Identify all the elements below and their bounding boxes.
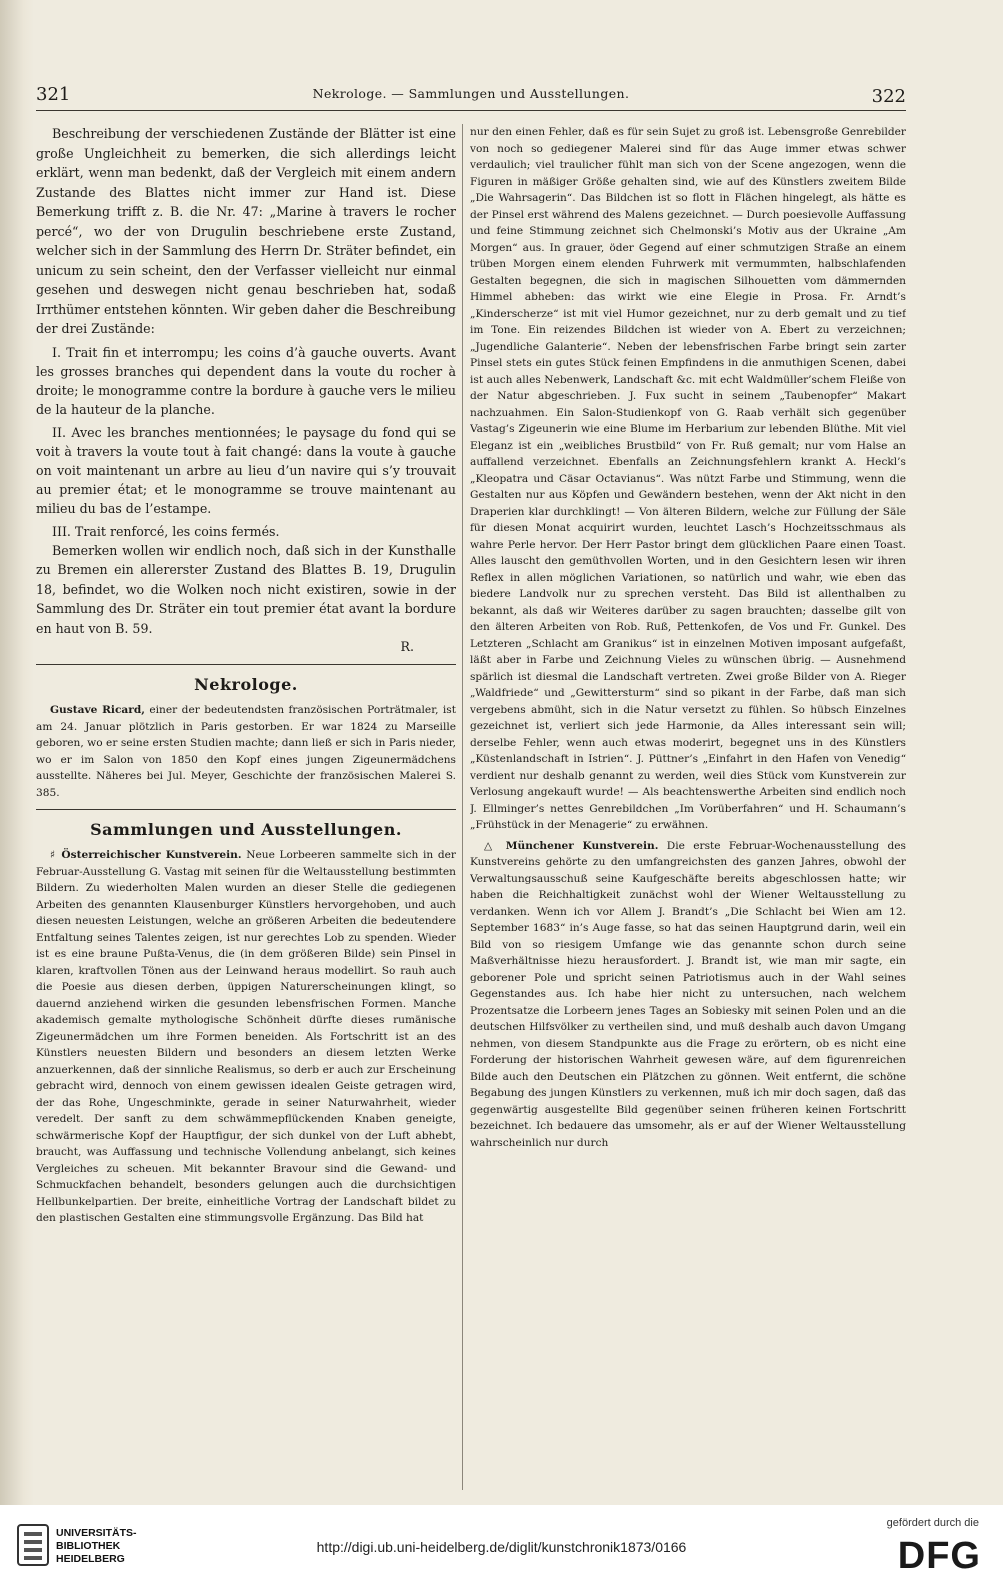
- funded-by-label: gefördert durch die: [886, 1517, 979, 1529]
- section-rule: [36, 664, 456, 665]
- article-text: Neue Lorbeeren sammelte sich in der Februar-Ausstellung G. Vastag mit seinen für die Weltausstellung bestimmten Bildern. Zu wiederholten Malen wurden an dieser Stelle die gediegenen Arbeiten des genannten Klausenburger Künstlers hervorgehoben, und auch diesen neuesten Leistungen, welche an größeren Arbeiten die bedeutendere Entfaltung seines Talentes zeigen, ist nur gerechtes Lob zu spenden. Wieder ist es eine braune Pußta-Venus, die (in dem größeren Bilde) sein Pinsel in klaren, kraftvollen Tönen aus der Leinwand heraus modellirt. So rauh auch die Poesie aus diesen derben, üppigen Naturerscheinungen klingt, so dauernd anziehend wirken die gesunden lebensfrischen Formen. Manche akademisch gemalte mythologische Schönheit dürfte dieses rumänische Zigeunermädchen um ihre Formen beneiden. Als Fortschritt ist an des Künstlers neuesten Bildern und besonders an diesem letzten Werke anzuerkennen, daß der sinnliche Realismus, so derb er auch zur Erscheinung gebracht wird, dennoch von einem gewissen idealen Geiste getragen wird, der das Rohe, Ungeschminkte, gerade in seiner Naturwahrheit, wieder veredelt. Der sanft zu dem schwämmepflückenden Knaben geneigte, schwärmerische Kopf der Hauptfigur, der sich dunkel von der Luft abhebt, braucht, was Auffassung und technische Vollendung anbelangt, sich keines Vergleiches zu scheuen. Mit bekannter Bravour sind die Gewand- und Schmuckfachen behandelt, besonders gelungen auch die durchsichtigen Hellbunkelpartien. Der breite, einheitliche Vortrag der Landschaft bildet zu den plastischen Gestalten eine stimmungsvolle Ergänzung. Das Bild hat: [36, 849, 456, 1224]
- source-url[interactable]: http://digi.ub.uni-heidelberg.de/diglit/kunstchronik1873/0166: [316, 1539, 687, 1555]
- article-lead: △ Münchener Kunstverein.: [484, 839, 659, 852]
- library-line: UNIVERSITÄTS-: [56, 1527, 137, 1539]
- article-oesterreich: [36, 847, 456, 1227]
- binding-shadow: [0, 0, 34, 1505]
- dfg-logo: DFG: [897, 1535, 981, 1577]
- obituary-ricard: [36, 702, 456, 801]
- paragraph-closing: Bemerken wollen wir endlich noch, daß sich in der Kunsthalle zu Bremen ein allererster Zustand des Blattes B. 19, Drugulin 18, befindet, wo die Wolken noch nicht existiren, sowie in der Sammlung des Dr. Sträter ein tout premier état avant la bordure en haut von B. 59.: [36, 542, 456, 636]
- obituary-text: einer der bedeutendsten französischen Porträtmaler, ist am 24. Januar plötzlich in Paris gestorben. Er war 1824 zu Marseille geboren, wo er seine ersten Studien machte; dann ließ er sich in Paris nieder, wo er im Salon von 1850 den Kopf eines jungen Zigeunermädchens ausstellte. Näheres bei Jul. Meyer, Geschichte der französischen Malerei S. 385.: [36, 704, 456, 799]
- article-lead: ♯ Österreichischer Kunstverein.: [50, 849, 242, 861]
- page-number-left: 321: [36, 84, 71, 105]
- running-title: Nekrologe. — Sammlungen und Ausstellungen.: [312, 86, 630, 101]
- obituary-name: Gustave Ricard,: [50, 704, 145, 716]
- library-line: HEIDELBERG: [56, 1553, 125, 1565]
- state-two: II. Avec les branches mentionnées; le paysage du fond qui se voit à travers la voute tout à fait changé: dans la voute à gauche on voit maintenant un arbre au lieu d’un navire qui s’y trouvait au premier état; et le monogramme se trouve maintenant au milieu du bas de l’estampe.: [36, 424, 456, 516]
- page-header: [36, 84, 906, 106]
- state-one: I. Trait fin et interrompu; les coins d’à gauche ouverts. Avant les grosses branches qui dependent dans la voute du rocher à droite; le monogramme contre la bordure à gauche vers le milieu de la hauteur de la planche.: [36, 344, 456, 417]
- sammlungen-heading: Sammlungen und Ausstellungen.: [90, 820, 402, 839]
- column-separator: [462, 124, 463, 1490]
- header-rule: [36, 110, 906, 111]
- author-signature: R.: [400, 639, 414, 654]
- state-three: III. Trait renforcé, les coins fermés.: [52, 523, 280, 539]
- left-column: [36, 124, 456, 1494]
- footer-bar: [0, 1505, 1003, 1591]
- article-muenchen: [470, 838, 906, 1152]
- section-rule: [36, 809, 456, 810]
- article-continuation: nur den einen Fehler, daß es für sein Sujet zu groß ist. Lebensgroße Genrebilder von noch so gediegener Malerei sind für das Auge immer etwas schwer verdaulich; viel traulicher fühlt man sich von der Scene angezogen, wenn die Figuren in mäßiger Größe gehalten sind, wie auf des Künstlers zweitem Bilde „Die Wahrsagerin“. Das Bildchen ist so flott in Flächen hingelegt, als hätte es der Pinsel erst während des Malens gezeichnet. — Durch poesievolle Auffassung und feine Stimmung zeichnet sich Chelmonski’s Motiv aus der Ukraine „Am Morgen“ aus. In grauer, öder Gegend auf einer schmutzigen Straße an einem trüben Morgen einem elenden Fuhrwerk mit vermummten, halbschlafenden Gestalten begegnen, die sich in magischen Silhouetten vom dämmernden Himmel abheben: das wirkt wie eine Elegie in Prosa. Fr. Arndt’s „Kinderscherze“ ist mit viel Humor gezeichnet, nur zu derb gemalt und zu tief im Tone. Ein reizendes Bildchen ist wieder von A. Ebert zu verzeichnen; „Jugendliche Galanterie“. Neben der lebensfrischen Farbe bringt sein zarter Pinsel stets ein gutes Stück feinen Empfindens in die anmuthigen Scenen, dabei ist auch alles Nebenwerk, Landschaft &c. mit echt Waldmüller’schem Fleiße von der Natur abgeschrieben. J. Fux sucht in seinem „Taubenopfer“ Makart nachzuahmen. Ein Salon-Studienkopf von G. Raab verhält sich gegenüber Vastag’s Zigeunerin wie eine Blume im Herbarium zur lebenden Blüthe. Mit viel Eleganz ist ein „weibliches Brustbild“ von Fr. Ruß gemalt; nur vom Halse an auffallend verzeichnet. Ebenfalls an Zeichnungsfehlern krankt A. Heckl’s „Kleopatra und Cäsar Octavianus“. Was nützt Farbe und Stimmung, wenn die Gestalten nur aus Köpfen und Gewändern bestehen, wenn der Akt nicht in den Draperien klar durchklingt! — Von älteren Bildern, welche zur Füllung der Säle für diesen Monat acquirirt wurden, leuchtet Lasch’s Hochzeitsschmaus als wahre Perle hervor. Der Herr Pastor bringt dem glücklichen Paare einen Toast. Alles lauscht den gemüthvollen Worten, und in den Gesichtern lesen wir ihren Reflex in allen möglichen Variationen, so natürlich und wahr, wie eben das biedere Landvolk nur zu sprechen versteht. Das Bild ist allenthalben zu bekannt, als daß wir Weiteres darüber zu sagen brauchten; dasselbe gilt von den älteren Arbeiten von Rob. Ruß, Pettenkofen, de Vos und Fr. Gunkel. Des Letzteren „Schlacht am Granikus“ ist in einzelnen Motiven imposant aufgefaßt, läßt aber in Farbe und Zeichnung Vieles zu wünschen übrig. — Ausnehmend spärlich ist diesmal die Landschaft vertreten. Zwei große Bilder von A. Rieger „Waldfriede“ und „Gewittersturm“ sind so pikant in der Farbe, daß man sich vergebens abmüht, sich in die Natur versetzt zu fühlen. So hübsch Einzelnes gezeichnet ist, verliert sich jede Harmonie, da Alles interessant sein will; derselbe Fehler, wenn auch etwas moderirt, begegnet uns in des Künstlers „Küstenlandschaft in Istrien“. J. Püttner’s „Einfahrt in den Hafen von Venedig“ verdient nur deshalb genannt zu werden, weil dies Stück vom Kunstverein zur Verlosung angekauft wurde! — Als beachtenswerthe Arbeiten sind endlich noch J. Ellminger’s nettes Genrebildchen „Im Vorüberfahren“ und H. Schaumann’s „Frühstück in der Menagerie“ zu erwähnen.: [470, 126, 906, 831]
- right-column: [470, 124, 906, 1494]
- library-line: BIBLIOTHEK: [56, 1540, 121, 1552]
- page-number-right: 322: [871, 86, 906, 107]
- nekrologe-heading: Nekrologe.: [194, 675, 298, 694]
- paragraph-intro: Beschreibung der verschiedenen Zustände der Blätter ist eine große Ungleichheit zu bemerken, die sich allerdings leicht erklärt, wenn man bedenkt, daß der Vergleich mit einem andern Zustande des Blattes nicht immer zur Hand ist. Diese Bemerkung trifft z. B. die Nr. 47: „Marine à travers le rocher percé“, wo der von Drugulin beschriebene erste Zustand, welcher sich in der Sammlung des Herrn Dr. Sträter befindet, ein unicum zu sein scheint, den der Verfasser vielleicht nur einmal gesehen und deswegen nicht genau beschrieben hat, sodaß Irrthümer entstehen könnten. Wir geben daher die Beschreibung der drei Zustände:: [36, 126, 456, 336]
- article-text: Die erste Februar-Wochenausstellung des Kunstvereins gehörte zu den umfangreichsten des ganzen Jahres, obwohl der Verwaltungsausschuß seine Kaufgeschäfte bereits abgeschlossen hatte; wir haben die Reichhaltigkeit zunächst wohl der Wiener Weltausstellung zu verdanken. Wenn ich vor Allem J. Brandt’s „Die Schlacht bei Wien am 12. September 1683“ in’s Auge fasse, so hat das seinen Hauptgrund darin, weil ein Bild von so riesigem Umfange wie das genannte schon durch seine Maßverhältnisse hiezu herausfordert. J. Brandt ist, wie man mir sagte, ein geborener Pole und spricht seinen Patriotismus auch in der Wahl seines Gegenstandes aus. Ich habe hier nicht zu untersuchen, nach welchem Prozentsatze die Lorbeern jenes Tages an Sobiesky mit seinen Polen und an die deutschen Hilfsvölker zu vertheilen sind, und muß deshalb auch davon Umgang nehmen, von diesem Standpunkte aus die Frage zu erörtern, ob es nicht eine Forderung der historischen Wahrheit gewesen wäre, auf dem figurenreichen Bilde auch den Deutschen ein Plätzchen zu gönnen. Weit entfernt, die schöne Begabung des jungen Künstlers zu verkennen, muß ich mir doch sagen, daß das gegenwärtig ausgestellte Bild gegenüber seinen früheren keinen Fortschritt bezeichnet. Ich bedauere das umsomehr, als er auf der Wiener Weltausstellung wahrscheinlich nur durch: [470, 839, 906, 1149]
